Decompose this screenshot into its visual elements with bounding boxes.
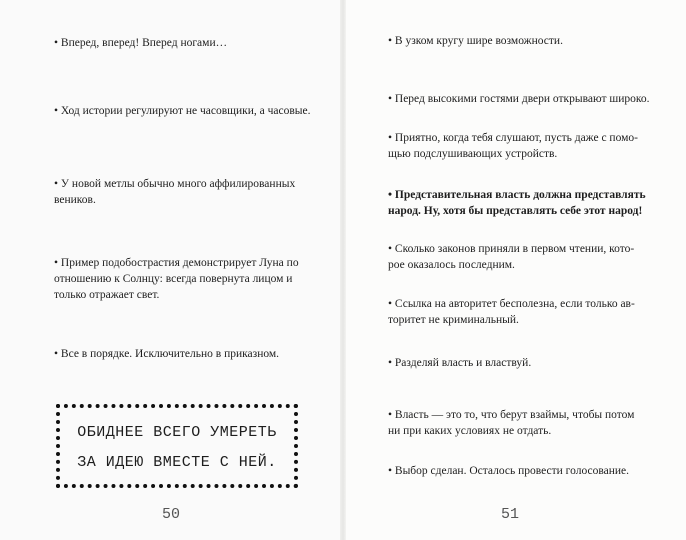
aphorism: • У новой метлы обычно много аффилированных веников.: [54, 178, 296, 206]
page-number: 50: [162, 506, 181, 523]
page-number: 51: [501, 506, 520, 523]
aphorism: • Ссылка на авторитет бесполезна, если только ав- торитет не криминальный.: [388, 298, 635, 326]
aphorism: • Ход истории регулируют не часовщики, а часовые.: [54, 105, 311, 117]
aphorism: • Все в порядке. Исключительно в приказном.: [54, 348, 280, 360]
aphorism: • Представительная власть должна представлять народ. Ну, хотя бы представлять себе этот народ!: [388, 189, 646, 217]
right-page: [343, 0, 686, 540]
aphorism: • Сколько законов приняли в первом чтении, кото- рое оказалось последним.: [388, 243, 635, 271]
aphorism: • Перед высокими гостями двери открывают широко.: [388, 93, 650, 105]
aphorism: • Разделяй власть и властвуй.: [388, 357, 532, 369]
boxed-quote: [56, 404, 298, 488]
aphorism: • Власть — это то, что берут взаймы, чтобы потом ни при каких условиях не отдать.: [388, 409, 635, 437]
aphorism: • В узком кругу шире возможности.: [388, 35, 563, 47]
aphorism: • Пример подобострастия демонстрирует Луна по отношению к Солнцу: всегда повернута лицом и только отражает свет.: [54, 257, 299, 301]
aphorism: • Приятно, когда тебя слушают, пусть даже с помо- щью подслушивающих устройств.: [388, 132, 638, 160]
aphorism: • Выбор сделан. Осталось провести голосование.: [388, 465, 630, 477]
boxed-quote-line: ЗА ИДЕЮ ВМЕСТЕ С НЕЙ.: [77, 454, 277, 471]
aphorism: • Вперед, вперед! Вперед ногами…: [54, 37, 228, 49]
boxed-quote-line: ОБИДНЕЕ ВСЕГО УМЕРЕТЬ: [77, 424, 277, 441]
book-gutter: [340, 0, 346, 540]
